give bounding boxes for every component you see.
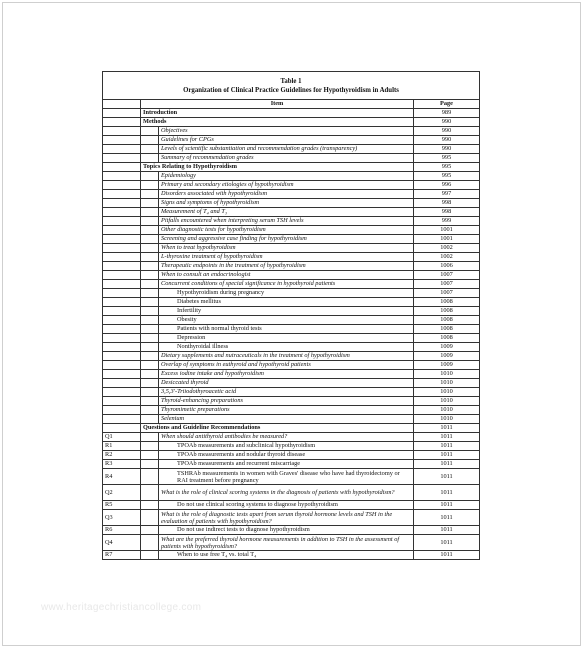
row-spacer xyxy=(141,361,159,370)
row-item: Summary of recommendation grades xyxy=(159,154,414,163)
table-row xyxy=(103,325,480,334)
row-page: 1008 xyxy=(414,316,480,325)
row-spacer xyxy=(141,510,159,526)
row-page: 1011 xyxy=(414,501,480,510)
row-page: 1011 xyxy=(414,469,480,485)
row-item: Selenium xyxy=(159,415,414,424)
row-item: TPOAb measurements and recurrent miscarriage xyxy=(159,460,414,469)
row-page: 998 xyxy=(414,199,480,208)
table-row xyxy=(103,316,480,325)
row-page: 1011 xyxy=(414,460,480,469)
row-id: R5 xyxy=(103,501,141,510)
row-id xyxy=(103,424,141,433)
table-row xyxy=(103,253,480,262)
table-row xyxy=(103,226,480,235)
row-page: 995 xyxy=(414,172,480,181)
header-item: Item xyxy=(141,100,414,109)
header-page: Page xyxy=(414,100,480,109)
row-spacer xyxy=(141,127,159,136)
row-item: Hypothyroidism during pregnancy xyxy=(159,289,414,298)
row-item: What are the preferred thyroid hormone measurements in addition to TSH in the assessment of patients with hypothyroidism? xyxy=(159,535,414,551)
row-item: Pitfalls encountered when interpreting serum TSH levels xyxy=(159,217,414,226)
row-id xyxy=(103,298,141,307)
row-spacer xyxy=(141,379,159,388)
row-spacer xyxy=(141,253,159,262)
row-page: 997 xyxy=(414,190,480,199)
table-row xyxy=(103,433,480,442)
row-id xyxy=(103,136,141,145)
row-item: Signs and symptoms of hypothyroidism xyxy=(159,199,414,208)
row-id xyxy=(103,397,141,406)
row-item: Disorders associated with hypothyroidism xyxy=(159,190,414,199)
row-spacer xyxy=(141,199,159,208)
row-item: TPOAb measurements and subclinical hypothyroidism xyxy=(159,442,414,451)
row-id xyxy=(103,361,141,370)
table-row xyxy=(103,535,480,551)
row-id xyxy=(103,262,141,271)
row-spacer xyxy=(141,451,159,460)
row-item: When to treat hypothyroidism xyxy=(159,244,414,253)
table-row xyxy=(103,271,480,280)
row-item: Primary and secondary etiologies of hypothyroidism xyxy=(159,181,414,190)
table-row xyxy=(103,510,480,526)
row-spacer xyxy=(141,442,159,451)
row-item: Thyromimetic preparations xyxy=(159,406,414,415)
row-spacer xyxy=(141,271,159,280)
row-spacer xyxy=(141,289,159,298)
table-row xyxy=(103,451,480,460)
row-page: 1010 xyxy=(414,397,480,406)
row-page: 1010 xyxy=(414,415,480,424)
row-page: 1011 xyxy=(414,551,480,560)
row-id xyxy=(103,388,141,397)
row-item: TSHRAb measurements in women with Graves' disease who have had thyroidectomy or RAI treatment before pregnancy xyxy=(159,469,414,485)
row-item: Thyroid-enhancing preparations xyxy=(159,397,414,406)
row-page: 1011 xyxy=(414,485,480,501)
row-spacer xyxy=(141,501,159,510)
row-item: Questions and Guideline Recommendations xyxy=(141,424,414,433)
row-page: 1006 xyxy=(414,262,480,271)
row-id xyxy=(103,199,141,208)
row-item: TPOAb measurements and nodular thyroid disease xyxy=(159,451,414,460)
row-id xyxy=(103,226,141,235)
row-item: Methods xyxy=(141,118,414,127)
row-id xyxy=(103,325,141,334)
row-page: 1007 xyxy=(414,280,480,289)
table-row xyxy=(103,334,480,343)
row-page: 990 xyxy=(414,127,480,136)
document xyxy=(102,71,479,560)
row-spacer xyxy=(141,551,159,560)
table-row xyxy=(103,118,480,127)
row-spacer xyxy=(141,535,159,551)
row-page: 1008 xyxy=(414,325,480,334)
row-page: 1002 xyxy=(414,253,480,262)
row-spacer xyxy=(141,244,159,253)
table-row xyxy=(103,298,480,307)
row-item: Excess iodine intake and hypothyroidism xyxy=(159,370,414,379)
row-id xyxy=(103,334,141,343)
row-page: 995 xyxy=(414,163,480,172)
row-item: What is the role of diagnostic tests apart from serum thyroid hormone levels and TSH in the evaluation of patients with hypothyroidism? xyxy=(159,510,414,526)
table-row xyxy=(103,442,480,451)
row-id xyxy=(103,235,141,244)
row-id xyxy=(103,352,141,361)
row-spacer xyxy=(141,226,159,235)
row-spacer xyxy=(141,469,159,485)
row-page: 1001 xyxy=(414,235,480,244)
row-id xyxy=(103,208,141,217)
row-id xyxy=(103,343,141,352)
row-page: 990 xyxy=(414,118,480,127)
row-item: Screening and aggressive case finding for hypothyroidism xyxy=(159,235,414,244)
row-item: When should antithyroid antibodies be measured? xyxy=(159,433,414,442)
row-item: Overlap of symptoms in euthyroid and hypothyroid patients xyxy=(159,361,414,370)
table-row xyxy=(103,136,480,145)
row-page: 1008 xyxy=(414,334,480,343)
row-id xyxy=(103,127,141,136)
row-spacer xyxy=(141,352,159,361)
row-item: Patients with normal thyroid tests xyxy=(159,325,414,334)
row-id xyxy=(103,289,141,298)
row-page: 1009 xyxy=(414,343,480,352)
row-id: Q4 xyxy=(103,535,141,551)
row-spacer xyxy=(141,136,159,145)
row-spacer xyxy=(141,334,159,343)
table-row xyxy=(103,217,480,226)
row-id xyxy=(103,190,141,199)
row-page: 1010 xyxy=(414,388,480,397)
table-row xyxy=(103,145,480,154)
table-header-row xyxy=(103,100,480,109)
row-item: When to consult an endocrinologist xyxy=(159,271,414,280)
table-number: Table 1 xyxy=(280,77,302,85)
table-row xyxy=(103,262,480,271)
row-id: Q3 xyxy=(103,510,141,526)
row-id xyxy=(103,163,141,172)
table-row xyxy=(103,501,480,510)
row-spacer xyxy=(141,235,159,244)
row-item: Therapeutic endpoints in the treatment of hypothyroidism xyxy=(159,262,414,271)
row-id xyxy=(103,406,141,415)
row-spacer xyxy=(141,307,159,316)
table-row xyxy=(103,388,480,397)
header-id-cell xyxy=(103,100,141,109)
row-page: 1011 xyxy=(414,433,480,442)
row-page: 1010 xyxy=(414,406,480,415)
row-page: 1011 xyxy=(414,451,480,460)
row-id xyxy=(103,145,141,154)
row-page: 1008 xyxy=(414,298,480,307)
row-spacer xyxy=(141,145,159,154)
row-page: 1011 xyxy=(414,510,480,526)
row-spacer xyxy=(141,208,159,217)
row-page: 989 xyxy=(414,109,480,118)
table-row xyxy=(103,361,480,370)
row-spacer xyxy=(141,217,159,226)
table-row xyxy=(103,190,480,199)
row-id: R7 xyxy=(103,551,141,560)
table-row xyxy=(103,485,480,501)
row-item: Obesity xyxy=(159,316,414,325)
row-item: Epidemiology xyxy=(159,172,414,181)
row-id xyxy=(103,379,141,388)
table-row xyxy=(103,379,480,388)
row-page: 1011 xyxy=(414,442,480,451)
row-id xyxy=(103,415,141,424)
row-item: Nonthyroidal illness xyxy=(159,343,414,352)
row-spacer xyxy=(141,388,159,397)
table-row xyxy=(103,469,480,485)
table-row xyxy=(103,397,480,406)
row-spacer xyxy=(141,370,159,379)
row-item: Concurrent conditions of special significance in hypothyroid patients xyxy=(159,280,414,289)
row-spacer xyxy=(141,280,159,289)
row-spacer xyxy=(141,154,159,163)
row-spacer xyxy=(141,325,159,334)
table-row xyxy=(103,307,480,316)
row-item: Do not use indirect tests to diagnose hypothyroidism xyxy=(159,526,414,535)
row-page: 1002 xyxy=(414,244,480,253)
row-item: What is the role of clinical scoring systems in the diagnosis of patients with hypothyroidism? xyxy=(159,485,414,501)
row-id xyxy=(103,316,141,325)
row-spacer xyxy=(141,460,159,469)
row-page: 998 xyxy=(414,208,480,217)
row-page: 1011 xyxy=(414,526,480,535)
row-id xyxy=(103,181,141,190)
row-item: Levels of scientific substantiation and recommendation grades (transparency) xyxy=(159,145,414,154)
row-spacer xyxy=(141,172,159,181)
row-id xyxy=(103,217,141,226)
table-row xyxy=(103,109,480,118)
row-item: Topics Relating to Hypothyroidism xyxy=(141,163,414,172)
table-row xyxy=(103,127,480,136)
row-spacer xyxy=(141,181,159,190)
row-id xyxy=(103,280,141,289)
table-row xyxy=(103,181,480,190)
table-row xyxy=(103,244,480,253)
row-spacer xyxy=(141,262,159,271)
row-item: Other diagnostic tests for hypothyroidism xyxy=(159,226,414,235)
row-id xyxy=(103,253,141,262)
table-row xyxy=(103,526,480,535)
row-page: 999 xyxy=(414,217,480,226)
row-item: 3,5,3′-Triiodothyroacetic acid xyxy=(159,388,414,397)
row-page: 1001 xyxy=(414,226,480,235)
row-page: 990 xyxy=(414,136,480,145)
table-row xyxy=(103,172,480,181)
row-item: Depression xyxy=(159,334,414,343)
row-id xyxy=(103,172,141,181)
row-id xyxy=(103,244,141,253)
table-row xyxy=(103,370,480,379)
row-item: Guidelines for CPGs xyxy=(159,136,414,145)
row-item: Desiccated thyroid xyxy=(159,379,414,388)
guidelines-table xyxy=(102,71,480,560)
row-page: 990 xyxy=(414,145,480,154)
table-row xyxy=(103,280,480,289)
row-id: Q2 xyxy=(103,485,141,501)
row-item: Diabetes mellitus xyxy=(159,298,414,307)
row-item: Introduction xyxy=(141,109,414,118)
row-spacer xyxy=(141,433,159,442)
table-row xyxy=(103,289,480,298)
row-item: When to use free T₄ vs. total T₄ xyxy=(159,551,414,560)
row-item: Infertility xyxy=(159,307,414,316)
row-page: 1010 xyxy=(414,370,480,379)
table-caption: Organization of Clinical Practice Guidelines for Hypothyroidism in Adults xyxy=(183,86,399,94)
row-spacer xyxy=(141,526,159,535)
row-page: 1011 xyxy=(414,535,480,551)
row-spacer xyxy=(141,316,159,325)
row-page: 1009 xyxy=(414,352,480,361)
row-id xyxy=(103,109,141,118)
table-row xyxy=(103,415,480,424)
row-item: Dietary supplements and nutraceuticals in the treatment of hypothyroidism xyxy=(159,352,414,361)
row-page: 995 xyxy=(414,154,480,163)
row-id xyxy=(103,271,141,280)
table-title xyxy=(103,72,480,100)
table-row xyxy=(103,199,480,208)
table-row xyxy=(103,460,480,469)
row-item: Do not use clinical scoring systems to diagnose hypothyroidism xyxy=(159,501,414,510)
row-page: 1009 xyxy=(414,361,480,370)
table-title-row xyxy=(103,72,480,100)
table-row xyxy=(103,424,480,433)
table-row xyxy=(103,154,480,163)
row-spacer xyxy=(141,190,159,199)
table-row xyxy=(103,406,480,415)
row-spacer xyxy=(141,397,159,406)
row-page: 1011 xyxy=(414,424,480,433)
row-id xyxy=(103,307,141,316)
row-id: Q1 xyxy=(103,433,141,442)
table-row xyxy=(103,343,480,352)
table-row xyxy=(103,208,480,217)
row-id xyxy=(103,118,141,127)
row-spacer xyxy=(141,485,159,501)
table-row xyxy=(103,235,480,244)
table-row xyxy=(103,352,480,361)
row-page: 1007 xyxy=(414,271,480,280)
row-spacer xyxy=(141,298,159,307)
row-page: 1007 xyxy=(414,289,480,298)
row-item: L-thyroxine treatment of hypothyroidism xyxy=(159,253,414,262)
row-page: 1008 xyxy=(414,307,480,316)
row-page: 1010 xyxy=(414,379,480,388)
row-item: Measurement of T₄ and T₃ xyxy=(159,208,414,217)
watermark-text: www.heritagechristiancollege.com xyxy=(41,602,202,613)
row-id: R4 xyxy=(103,469,141,485)
row-id: R3 xyxy=(103,460,141,469)
row-spacer xyxy=(141,406,159,415)
table-row xyxy=(103,551,480,560)
row-item: Objectives xyxy=(159,127,414,136)
row-id: R1 xyxy=(103,442,141,451)
row-id xyxy=(103,370,141,379)
row-spacer xyxy=(141,343,159,352)
row-id xyxy=(103,154,141,163)
table-row xyxy=(103,163,480,172)
row-spacer xyxy=(141,415,159,424)
row-page: 996 xyxy=(414,181,480,190)
row-id: R2 xyxy=(103,451,141,460)
row-id: R6 xyxy=(103,526,141,535)
